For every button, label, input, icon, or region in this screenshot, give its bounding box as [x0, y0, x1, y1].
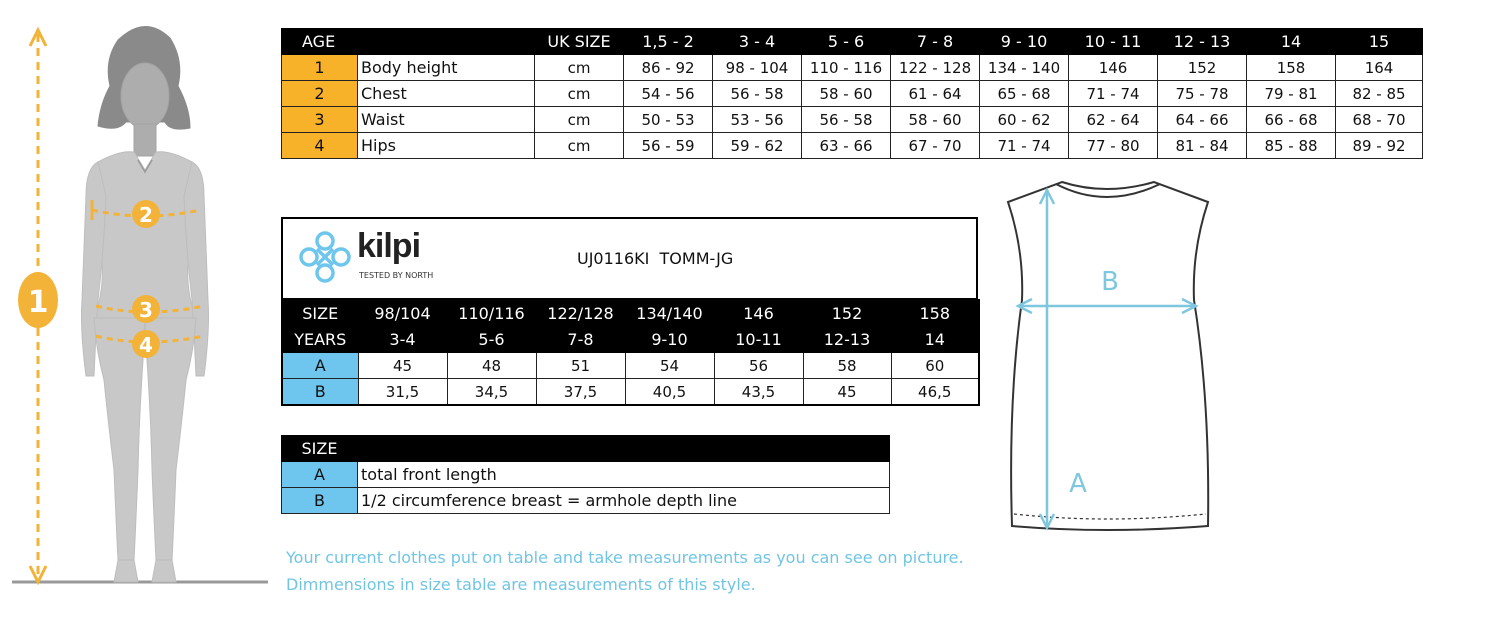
table-cell: 31,5	[358, 379, 447, 406]
product-size-row	[282, 300, 979, 327]
table-cell: 79 - 81	[1247, 81, 1336, 107]
table-cell: 62 - 64	[1069, 107, 1158, 133]
table-cell: 46,5	[891, 379, 979, 406]
row-unit: cm	[535, 55, 624, 81]
table-cell: 146	[1069, 55, 1158, 81]
header-size: 14	[1247, 29, 1336, 55]
years-cell: 7-8	[536, 327, 625, 353]
table-cell: 53 - 56	[713, 107, 802, 133]
table-cell: 58	[803, 353, 891, 379]
legend-key: B	[282, 488, 358, 514]
table-cell: 56 - 59	[624, 133, 713, 159]
row-label: Hips	[358, 133, 535, 159]
table-cell: 59 - 62	[713, 133, 802, 159]
table-cell: 134 - 140	[980, 55, 1069, 81]
years-label: YEARS	[282, 327, 358, 353]
size-cell: 122/128	[536, 300, 625, 327]
years-cell: 3-4	[358, 327, 447, 353]
table-row	[282, 488, 890, 514]
note-line-2: Dimmensions in size table are measurements of this style.	[286, 575, 756, 594]
table-cell: 34,5	[447, 379, 536, 406]
table-cell: 63 - 66	[802, 133, 891, 159]
header-size: 9 - 10	[980, 29, 1069, 55]
header-size: 5 - 6	[802, 29, 891, 55]
table-cell: 75 - 78	[1158, 81, 1247, 107]
note-line-1: Your current clothes put on table and take measurements as you can see on picture.	[286, 548, 964, 567]
table-row	[282, 55, 1423, 81]
row-key: B	[282, 379, 358, 406]
garment-label-b: B	[1101, 267, 1119, 297]
years-cell: 10-11	[714, 327, 803, 353]
table-cell: 158	[1247, 55, 1336, 81]
table-cell: 89 - 92	[1336, 133, 1423, 159]
marker-4: 4	[139, 333, 153, 357]
table-cell: 68 - 70	[1336, 107, 1423, 133]
table-cell: 164	[1336, 55, 1423, 81]
years-cell: 12-13	[803, 327, 891, 353]
legend-header-blank	[358, 436, 890, 462]
table-row	[282, 353, 979, 379]
legend-size-label: SIZE	[282, 436, 358, 462]
table-cell: 60 - 62	[980, 107, 1069, 133]
size-cell: 98/104	[358, 300, 447, 327]
product-header-box	[281, 217, 978, 300]
table-cell: 56 - 58	[802, 107, 891, 133]
row-label: Waist	[358, 107, 535, 133]
size-cell: 158	[891, 300, 979, 327]
brand-name: kilpi	[357, 227, 421, 265]
table-cell: 82 - 85	[1336, 81, 1423, 107]
brand-tagline: TESTED BY NORTH	[359, 271, 434, 280]
header-size: 3 - 4	[713, 29, 802, 55]
years-cell: 9-10	[625, 327, 714, 353]
size-cell: 146	[714, 300, 803, 327]
size-table-header	[282, 29, 1423, 55]
kilpi-logo-icon	[297, 229, 353, 285]
table-cell: 60	[891, 353, 979, 379]
table-cell: 65 - 68	[980, 81, 1069, 107]
row-number: 1	[282, 55, 358, 81]
table-cell: 45	[803, 379, 891, 406]
table-cell: 61 - 64	[891, 81, 980, 107]
size-cell: 134/140	[625, 300, 714, 327]
table-row	[282, 81, 1423, 107]
table-cell: 67 - 70	[891, 133, 980, 159]
header-uk-size: UK SIZE	[535, 29, 624, 55]
table-row	[282, 133, 1423, 159]
legend-text: 1/2 circumference breast = armhole depth line	[358, 488, 890, 514]
table-cell: 71 - 74	[1069, 81, 1158, 107]
table-cell: 54	[625, 353, 714, 379]
table-cell: 77 - 80	[1069, 133, 1158, 159]
row-unit: cm	[535, 81, 624, 107]
row-number: 4	[282, 133, 358, 159]
row-number: 3	[282, 107, 358, 133]
table-cell: 98 - 104	[713, 55, 802, 81]
table-cell: 122 - 128	[891, 55, 980, 81]
table-cell: 71 - 74	[980, 133, 1069, 159]
table-cell: 48	[447, 353, 536, 379]
size-cell: 152	[803, 300, 891, 327]
legend-key: A	[282, 462, 358, 488]
table-cell: 64 - 66	[1158, 107, 1247, 133]
marker-3: 3	[139, 298, 153, 322]
table-cell: 40,5	[625, 379, 714, 406]
table-row	[282, 379, 979, 406]
table-cell: 56	[714, 353, 803, 379]
header-size: 10 - 11	[1069, 29, 1158, 55]
header-size: 15	[1336, 29, 1423, 55]
header-size: 7 - 8	[891, 29, 980, 55]
body-size-table	[281, 28, 1423, 159]
table-cell: 86 - 92	[624, 55, 713, 81]
table-cell: 58 - 60	[802, 81, 891, 107]
product-measure-table	[281, 299, 980, 406]
table-cell: 51	[536, 353, 625, 379]
table-cell: 85 - 88	[1247, 133, 1336, 159]
table-row	[282, 462, 890, 488]
legend-header	[282, 436, 890, 462]
row-unit: cm	[535, 133, 624, 159]
table-cell: 66 - 68	[1247, 107, 1336, 133]
legend-text: total front length	[358, 462, 890, 488]
body-measurement-figure	[0, 0, 280, 600]
product-code: UJ0116KI TOMM-JG	[577, 249, 734, 268]
table-row	[282, 107, 1423, 133]
product-years-row	[282, 327, 979, 353]
table-cell: 54 - 56	[624, 81, 713, 107]
table-cell: 110 - 116	[802, 55, 891, 81]
years-cell: 14	[891, 327, 979, 353]
header-size: 12 - 13	[1158, 29, 1247, 55]
size-label: SIZE	[282, 300, 358, 327]
table-cell: 50 - 53	[624, 107, 713, 133]
row-label: Chest	[358, 81, 535, 107]
marker-2: 2	[139, 203, 153, 227]
row-key: A	[282, 353, 358, 379]
table-cell: 37,5	[536, 379, 625, 406]
row-unit: cm	[535, 107, 624, 133]
table-cell: 56 - 58	[713, 81, 802, 107]
legend-table	[281, 435, 890, 514]
tank-top-diagram	[996, 170, 1216, 542]
table-cell: 58 - 60	[891, 107, 980, 133]
table-cell: 81 - 84	[1158, 133, 1247, 159]
years-cell: 5-6	[447, 327, 536, 353]
row-label: Body height	[358, 55, 535, 81]
table-cell: 43,5	[714, 379, 803, 406]
size-cell: 110/116	[447, 300, 536, 327]
header-age: AGE	[282, 29, 535, 55]
marker-1: 1	[27, 285, 49, 320]
table-cell: 45	[358, 353, 447, 379]
header-size: 1,5 - 2	[624, 29, 713, 55]
table-cell: 152	[1158, 55, 1247, 81]
garment-label-a: A	[1069, 469, 1087, 499]
row-number: 2	[282, 81, 358, 107]
